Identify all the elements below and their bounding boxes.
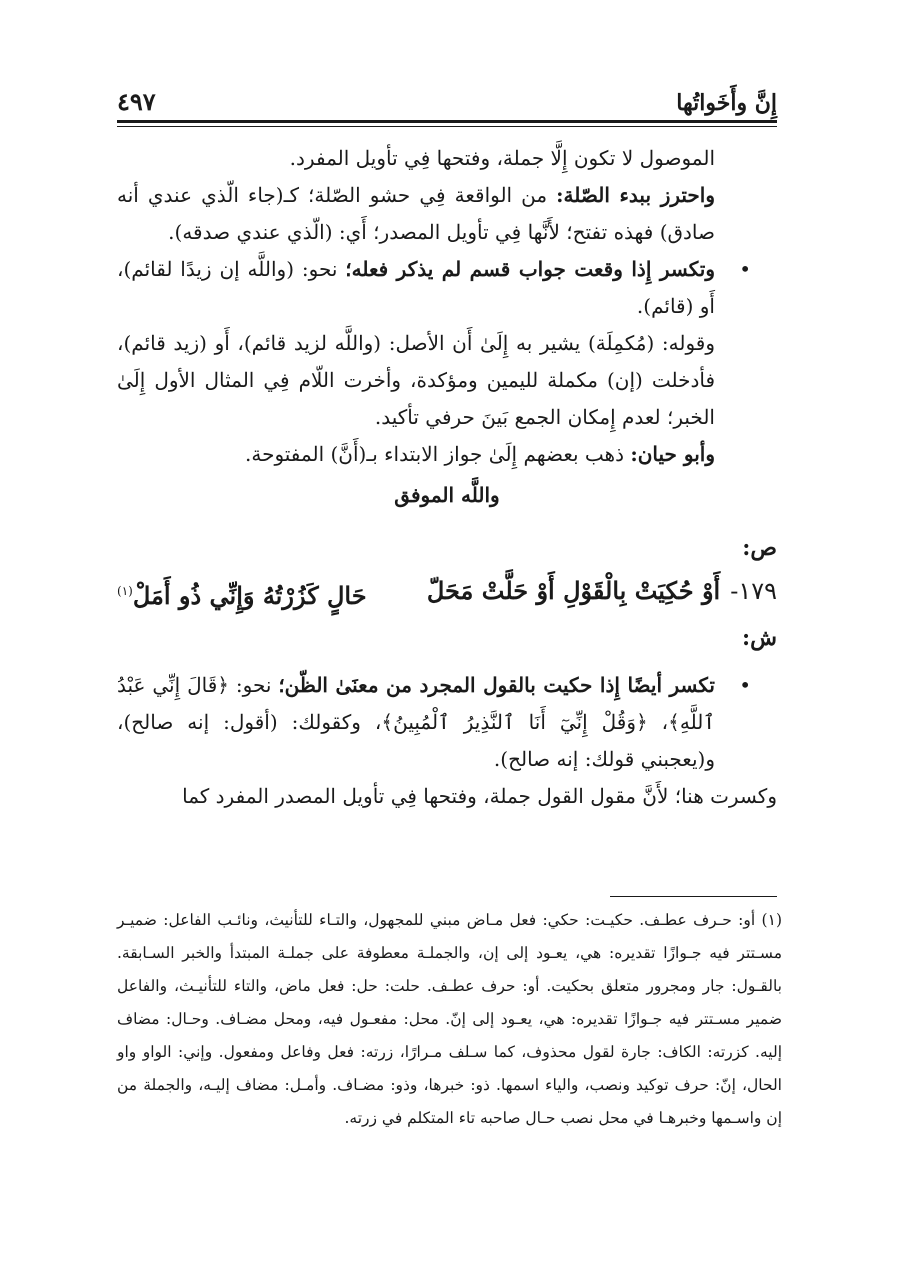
bold-lead: تكسر أيضًا إِذا حكيت بالقول المجرد من معنَىٰ الظّن؛ — [278, 673, 715, 697]
sad-label: ص: — [742, 535, 777, 561]
bold-lead: وأبو حيان: — [630, 442, 715, 466]
verse-second-hemistich — [117, 567, 367, 620]
paragraph-text: نحو: ﴿قَالَ إِنِّي عَبْدُ ٱللَّهِ﴾، ﴿وَقُلْ إِنِّيٓ أَنَا ٱلنَّذِيرُ ٱلْمُبِينُ﴾، وكقولك: (أقول: إنه صالح)، و(يعجبني قولك: إنه صالح). — [117, 673, 716, 771]
paragraph — [117, 436, 777, 473]
paragraph: وكسرت هنا؛ لأَنَّ مقول القول جملة، وفتحها فِي تأويل المصدر المفرد كما — [182, 784, 777, 808]
paragraph-text: من الواقعة فِي حشو الصّلة؛ كـ(جاء الّذي عندي أنه صادق) فهذه تفتح؛ لأَنَّها فِي تأويل المصدر؛ أَي: (الّذي عندي صدقه). — [117, 183, 715, 244]
bullet-item — [117, 667, 777, 778]
paragraph: الموصول لا تكون إِلَّا جملة، وفتحها فِي تأويل المفرد. — [289, 146, 715, 170]
paragraph-text: نحو: (واللَّه إن زيدًا لقائم)، أَو (قائم). — [117, 257, 715, 318]
header-rule-thin — [117, 126, 777, 127]
paragraph: وقوله: (مُكمِلَة) يشير به إِلَىٰ أَن الأصل: (واللَّه لزيد قائم)، أَو (زيد قائم)، فأدخلت (إن) مكملة لليمين ومؤكدة، وأخرت اللّام فِي المثال الأول إِلَىٰ الخبر؛ لعدم إِمكان الجمع بَينَ حرفي تأكيد. — [117, 331, 715, 429]
paragraph-text: ذهب بعضهم إِلَىٰ جواز الابتداء بـ(أَنَّ) المفتوحة. — [245, 442, 631, 466]
verse-first-hemistich — [427, 567, 777, 620]
bold-lead: واحترز ببدء الصّلة: — [556, 183, 715, 207]
closing-phrase: واللَّه الموفق — [394, 483, 500, 507]
bullet-dot-icon: • — [739, 673, 751, 697]
paragraph — [117, 177, 777, 251]
page-number: ٤٩٧ — [117, 87, 156, 116]
footnote-separator — [610, 896, 777, 897]
running-header — [117, 80, 777, 116]
header-rule-thick — [117, 120, 777, 123]
poem-verse — [117, 567, 777, 620]
chapter-title: إِنَّ وأَخَواتُها — [676, 90, 777, 116]
bullet-item — [117, 251, 777, 325]
verse-text: أَوْ حُكِيَتْ بِالْقَوْلِ أَوْ حَلَّتْ مَحَلّ — [426, 576, 721, 605]
bold-lead: وتكسر إِذا وقعت جواب قسم لم يذكر فعله؛ — [345, 257, 715, 281]
main-text — [117, 140, 777, 815]
shin-label: ش: — [742, 625, 777, 651]
verse-number: ١٧٩- — [730, 577, 777, 605]
bullet-dot-icon: • — [739, 257, 751, 281]
footnote-ref[interactable]: (١) — [117, 584, 133, 598]
verse-text: حَالٍ كَزُرْتُهُ وَإِنِّي ذُو أَمَلْ — [132, 581, 367, 610]
footnote: (١) أو: حـرف عطـف. حكيـت: حكي: فعل مـاض مبني للمجهول، والتـاء للتأنيث، ونائـب الفاعل: ضميـر مسـتتر فيه جـوازًا تقديره: هي، يعـود إلى إن، والجملـة معطوفة على جملـة المبتدأ والخبر السـابقة. بالقـول: جار ومجرور متعلق بحكيت. أو: حرف عطـف. حلت: حل: فعل ماض، والتاء للتأنيـث، والفاعل ضمير مسـتتر فيه جـوازًا تقديره: هي، يعـود إلى إنّ. محل: مفعـول فيه، ومحل مضـاف. وحـال: مضاف إليه. كزرته: الكاف: جارة لقول محذوف، كما سـلف مـرارًا، زرته: فعل وفاعل ومفعول. وإني: الواو واو الحال، إنّ: حرف توكيد ونصب، والياء اسمها. ذو: خبرها، وذو: مضـاف. وأمـل: مضاف إليـه، والجملة من إن واسـمها وخبرهـا في محل نصب حـال صاحبه تاء المتكلم في زرته. — [117, 911, 782, 1127]
